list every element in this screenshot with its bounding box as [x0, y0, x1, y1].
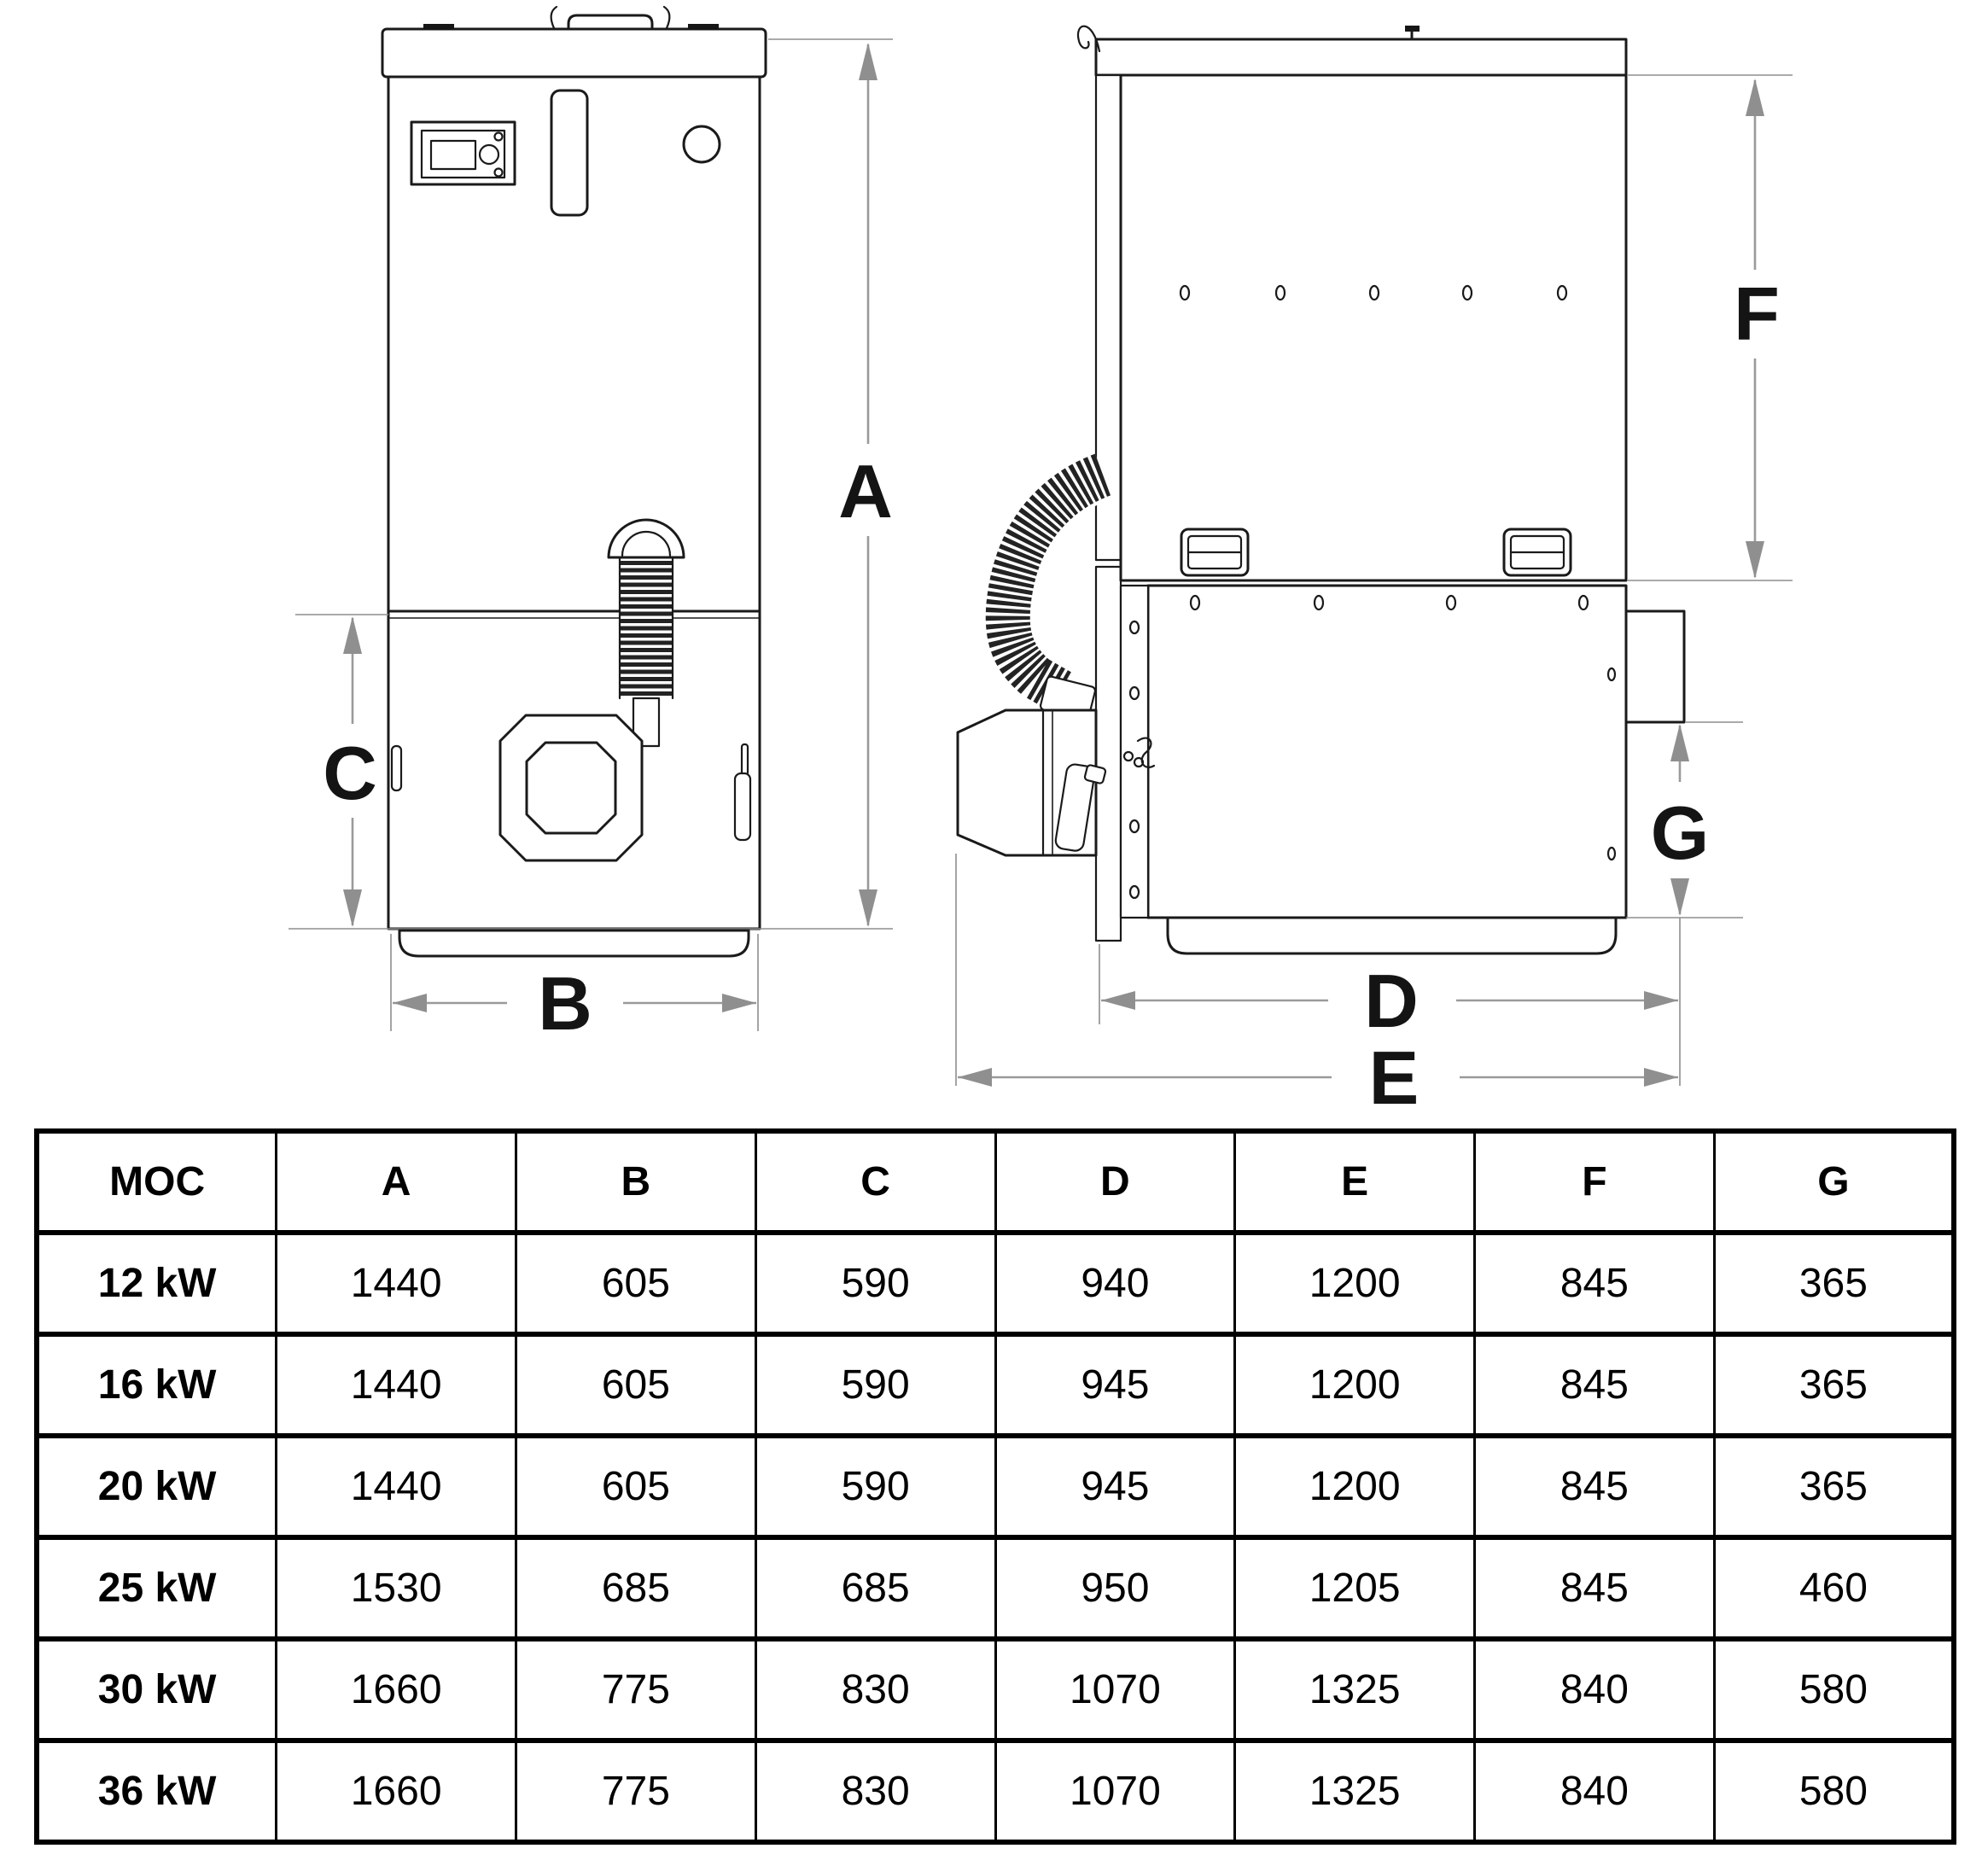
pellet-hopper — [1121, 75, 1626, 580]
table-cell: 365 — [1714, 1334, 1954, 1436]
hopper-lid — [1078, 26, 1626, 75]
table-cell: 685 — [516, 1537, 756, 1639]
base-plinth-front — [399, 930, 749, 956]
dimension-g — [1626, 722, 1743, 918]
front-panel-strip — [1096, 75, 1121, 941]
boiler-body-side — [1148, 586, 1626, 918]
table-cell: 1440 — [277, 1233, 516, 1334]
base-plinth-side — [1168, 918, 1616, 953]
table-header-cell: MOC — [37, 1131, 277, 1233]
table-cell: 830 — [755, 1639, 995, 1741]
dimension-label-f: F — [1734, 271, 1780, 356]
table-cell: 1200 — [1235, 1436, 1475, 1537]
arrow-right-icon — [722, 994, 756, 1012]
table-cell: 1660 — [277, 1741, 516, 1842]
table-row — [37, 1233, 1954, 1334]
dimension-a — [768, 39, 893, 927]
arrow-left-icon — [1101, 991, 1135, 1010]
side-view-drawing — [956, 26, 1793, 1120]
row-label: 36 kW — [37, 1741, 277, 1842]
table-header-cell: C — [755, 1131, 995, 1233]
table-cell: 775 — [516, 1639, 756, 1741]
table-cell: 845 — [1475, 1334, 1715, 1436]
spec-table-header — [37, 1131, 1954, 1233]
table-header-cell: G — [1714, 1131, 1954, 1233]
table-cell: 940 — [995, 1233, 1235, 1334]
table-header-cell: E — [1235, 1131, 1475, 1233]
table-header-cell: F — [1475, 1131, 1715, 1233]
table-cell: 840 — [1475, 1741, 1715, 1842]
door-hinge-left — [392, 746, 401, 790]
arrow-up-icon — [859, 43, 877, 80]
table-cell: 1325 — [1235, 1741, 1475, 1842]
table-cell: 1205 — [1235, 1537, 1475, 1639]
recessed-handle-left — [1181, 529, 1248, 575]
table-cell: 845 — [1475, 1537, 1715, 1639]
dimension-spec-table — [34, 1128, 1956, 1845]
row-label: 12 kW — [37, 1233, 277, 1334]
arrow-up-icon — [343, 616, 362, 654]
top-cap — [382, 7, 766, 77]
arrow-up-icon — [1746, 79, 1764, 116]
table-cell: 845 — [1475, 1233, 1715, 1334]
table-row — [37, 1537, 1954, 1639]
table-cell: 1660 — [277, 1639, 516, 1741]
table-cell: 945 — [995, 1334, 1235, 1436]
table-cell: 365 — [1714, 1233, 1954, 1334]
table-row — [37, 1639, 1954, 1741]
table-row — [37, 1741, 1954, 1842]
corrugated-hose-side — [1008, 475, 1103, 720]
door-window — [527, 743, 615, 833]
table-cell: 365 — [1714, 1436, 1954, 1537]
table-cell: 580 — [1714, 1639, 1954, 1741]
table-cell: 460 — [1714, 1537, 1954, 1639]
row-label: 25 kW — [37, 1537, 277, 1639]
flue-outlet — [1626, 611, 1684, 722]
table-cell: 950 — [995, 1537, 1235, 1639]
table-header-cell: B — [516, 1131, 756, 1233]
table-cell: 1070 — [995, 1639, 1235, 1741]
top-port — [684, 126, 720, 162]
dimension-label-a: A — [838, 449, 893, 534]
front-view-drawing — [289, 7, 893, 1046]
arrow-down-icon — [1670, 878, 1689, 916]
row-label: 30 kW — [37, 1639, 277, 1741]
row-label: 20 kW — [37, 1436, 277, 1537]
table-row — [37, 1436, 1954, 1537]
table-cell: 590 — [755, 1436, 995, 1537]
table-row — [37, 1334, 1954, 1436]
arrow-left-icon — [393, 994, 427, 1012]
table-header-cell: A — [277, 1131, 516, 1233]
table-cell: 945 — [995, 1436, 1235, 1537]
table-cell: 605 — [516, 1436, 756, 1537]
dimension-label-c: C — [323, 731, 377, 815]
table-cell: 1440 — [277, 1436, 516, 1537]
arrow-right-icon — [1644, 1068, 1678, 1087]
table-cell: 1530 — [277, 1537, 516, 1639]
arrow-down-icon — [859, 889, 877, 927]
arrow-down-icon — [343, 889, 362, 927]
dimension-f — [1628, 75, 1793, 580]
dimension-label-e: E — [1368, 1035, 1420, 1120]
table-cell: 605 — [516, 1334, 756, 1436]
table-cell: 580 — [1714, 1741, 1954, 1842]
table-cell: 1200 — [1235, 1233, 1475, 1334]
table-cell: 830 — [755, 1741, 995, 1842]
spec-table-body — [37, 1233, 1954, 1842]
table-cell: 1325 — [1235, 1639, 1475, 1741]
table-cell: 1070 — [995, 1741, 1235, 1842]
recessed-handle-right — [1504, 529, 1571, 575]
display-screen — [431, 141, 475, 169]
table-header-cell: D — [995, 1131, 1235, 1233]
table-cell: 1440 — [277, 1334, 516, 1436]
hopper-slot — [551, 90, 587, 215]
header-row — [37, 1131, 1954, 1233]
table-cell: 845 — [1475, 1436, 1715, 1537]
burner-assembly — [958, 710, 1106, 855]
table-cell: 605 — [516, 1233, 756, 1334]
arrow-right-icon — [1644, 991, 1678, 1010]
table-cell: 775 — [516, 1741, 756, 1842]
burner-door — [500, 715, 642, 860]
dimension-label-g: G — [1650, 790, 1710, 875]
arrow-down-icon — [1746, 541, 1764, 579]
row-label: 16 kW — [37, 1334, 277, 1436]
table-cell: 840 — [1475, 1639, 1715, 1741]
table-cell: 685 — [755, 1537, 995, 1639]
arrow-left-icon — [958, 1068, 992, 1087]
control-panel — [411, 122, 515, 184]
table-cell: 1200 — [1235, 1334, 1475, 1436]
dimension-label-b: B — [538, 961, 592, 1046]
dimension-c — [323, 616, 377, 927]
table-cell: 590 — [755, 1334, 995, 1436]
dimension-label-d: D — [1364, 959, 1419, 1043]
table-cell: 590 — [755, 1233, 995, 1334]
arrow-up-icon — [1670, 724, 1689, 761]
